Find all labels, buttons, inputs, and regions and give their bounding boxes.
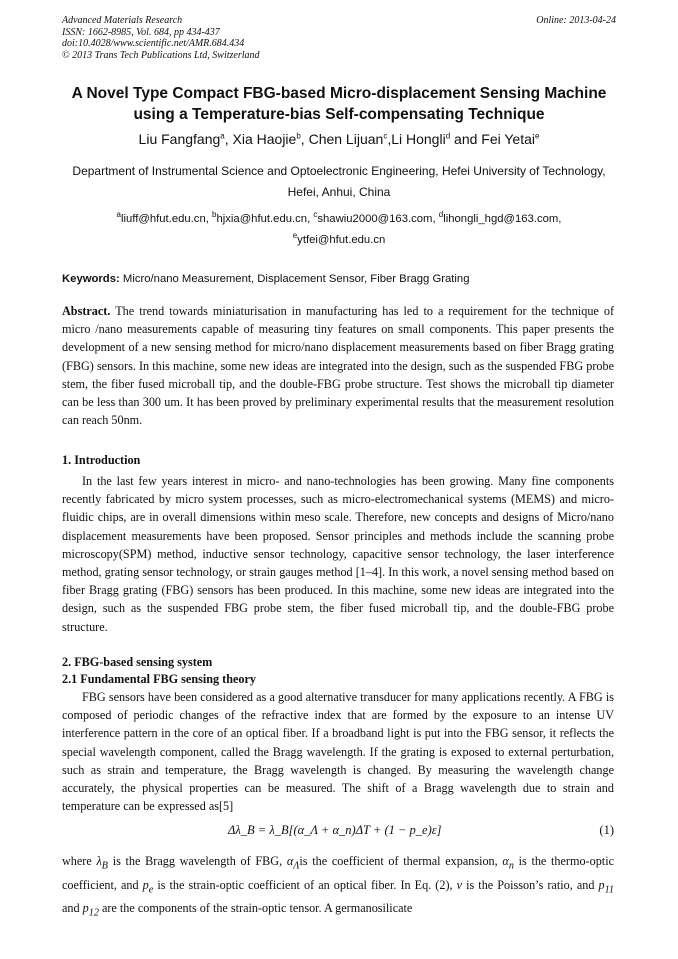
section-1-text: In the last few years interest in micro- and nano-technologies has been growing. Many fine components recently fabricated by micro system processes, such as micro-electromechanical systems (MEMS) and micro-fluidic chips, are in overall dimensions within meso scale. Therefore, new concepts and designs of Micro/nano displacement measurements have been proposed. Sensor principles and methods include the scanning probe microscopy(SPM) method, inductive sensor technology, capacitive sensor technology, the laser interference method, grating sensor technology, or strain gauges method [1–4]. In this work, a novel sensing method based on fiber Bragg grating (FBG) sensors has been produced. In this machine, some new ideas are integrated into the design, such as the suspended FBG probe stem, the fiber fused microball tip, and the double-FBG probe structure. [62, 474, 614, 634]
text-run: is the strain-optic coefficient of an optical fiber. In Eq. (2), [153, 877, 457, 892]
author-sup: c [383, 131, 388, 141]
text-run: is the Poisson’s ratio, and [462, 877, 599, 892]
email-link[interactable]: liuff@hfut.edu.cn, [121, 213, 209, 225]
email-link[interactable]: hjxia@hfut.edu.cn, [216, 213, 311, 225]
email-list [60, 209, 618, 251]
symbol-p11: $p_{11}$ [598, 877, 614, 896]
equation-1 [62, 823, 614, 843]
text-run: is the Bragg wavelength of FBG, [107, 854, 287, 868]
email-link[interactable]: ytfei@hfut.edu.cn [297, 234, 386, 246]
text-run: is the thermo-optic coefficient, and [62, 854, 614, 892]
symbol-alpha-lambda: $\alpha_\Lambda$ [286, 854, 300, 872]
symbol-p-e: $p_e$ [142, 877, 154, 896]
author-separator: and [450, 131, 482, 147]
email-sup: c [313, 210, 318, 220]
author-name: Li Hongli [391, 131, 446, 147]
section-1-heading: 1. Introduction [62, 453, 141, 467]
author-sup: d [445, 131, 451, 141]
email-link[interactable]: shawiu2000@163.com, [317, 213, 436, 225]
author-sup: b [296, 131, 301, 141]
email-sup: e [292, 231, 298, 241]
symbol-p12: $p_{12}$ [82, 901, 99, 919]
author-name: Fei Yetai [481, 131, 535, 147]
symbol-lambda-b: $\lambda_B$ [96, 854, 108, 872]
symbol-alpha-n: $\alpha_n$ [502, 854, 514, 872]
keywords-label: Keywords: [62, 273, 120, 285]
section-2-1-text: FBG sensors have been considered as a good alternative transducer for many applications recently. A FBG is composed of periodic changes of the refractive index that are formed by the exposure to an intense UV interference pattern in the core of an optical fiber. If a broadband light is put into the FBG sensor, it reflects the special wavelength component, called the Bragg wavelength. If the grating is exposed to external perturbation, such as strain and temperature, the Bragg wavelength is changed. By measuring the wavelength change accurately, the physical properties can be measured. The shift of a Bragg wavelength due to strain and temperature can be expressed as[5] [62, 690, 614, 814]
running-header [62, 15, 616, 61]
email-sup: d [438, 210, 444, 220]
abstract [62, 302, 614, 429]
equation-explanation [62, 852, 614, 923]
keywords [62, 271, 616, 287]
title-line-1: A Novel Type Compact FBG-based Micro-displacement Sensing Machine [71, 85, 607, 102]
title-line-2: using a Temperature-bias Self-compensating Technique [133, 106, 545, 123]
author-name: Liu Fangfang [138, 131, 221, 147]
author-list: Liu Fangfang$^a$, Xia Haojie$^b$, Chen Lijuan$^c$,Li Hongli$^d$ and Fei Yetai$^e$ [138, 131, 540, 147]
email-sup: b [212, 210, 217, 220]
text-run: where [62, 854, 97, 868]
equation-expression: Δλ_B = λ_B[(α_Λ + α_n)ΔT + (1 − p_e)ε] [228, 823, 442, 837]
paper-title [40, 83, 638, 125]
author-sup: a [220, 131, 225, 141]
keywords-text: Micro/nano Measurement, Displacement Sensor, Fiber Bragg Grating [122, 273, 470, 285]
issn: ISSN: 1662-8985, Vol. 684, pp 434-437 [62, 26, 220, 38]
doi: doi:10.4028/www.scientific.net/AMR.684.434 [62, 38, 245, 49]
equation-number: (1) [599, 823, 614, 837]
section-2-heading: 2. FBG-based sensing system [62, 655, 213, 669]
text-run: is the coefficient of thermal expansion, [299, 854, 503, 868]
author-name: Xia Haojie [232, 131, 297, 147]
author-name: Chen Lijuan [308, 131, 384, 147]
text-run: are the components of the strain-optic tensor. A germanosilicate [98, 901, 413, 916]
abstract-text: The trend towards miniaturisation in manufacturing has led to a requirement for the technique of micro /nano measurements capable of measuring tiny features on small components. This paper presents the development of a new sensing method for micro/nano displacement measurements based on fiber Bragg grating (FBG) sensors. In this machine, some new ideas are integrated into the design, such as the suspended FBG probe stem, the fiber fused microball tip, and the double-FBG probe structure. Test shows the microball tip diameter can be less than 300 um. It has been proved by preliminary experimental results that the measurement resolution can reach 50nm. [62, 304, 614, 428]
symbol-nu: ν [456, 877, 463, 892]
text-run: and [62, 901, 83, 916]
abstract-label: Abstract. [62, 304, 111, 318]
copyright: © 2013 Trans Tech Publications Ltd, Switzerland [62, 49, 260, 61]
email-link[interactable]: lihongli_hgd@163.com, [443, 213, 562, 225]
journal-name: Advanced Materials Research [62, 15, 183, 26]
author-sup: e [535, 131, 540, 141]
section-2-1-heading: 2.1 Fundamental FBG sensing theory [62, 672, 257, 686]
affiliation: Department of Instrumental Science and Optoelectronic Engineering, Hefei University of Technology, Hefei, Anhui, China [72, 164, 606, 199]
online-date: Online: 2013-04-24 [536, 15, 616, 26]
email-sup: a [116, 210, 121, 220]
